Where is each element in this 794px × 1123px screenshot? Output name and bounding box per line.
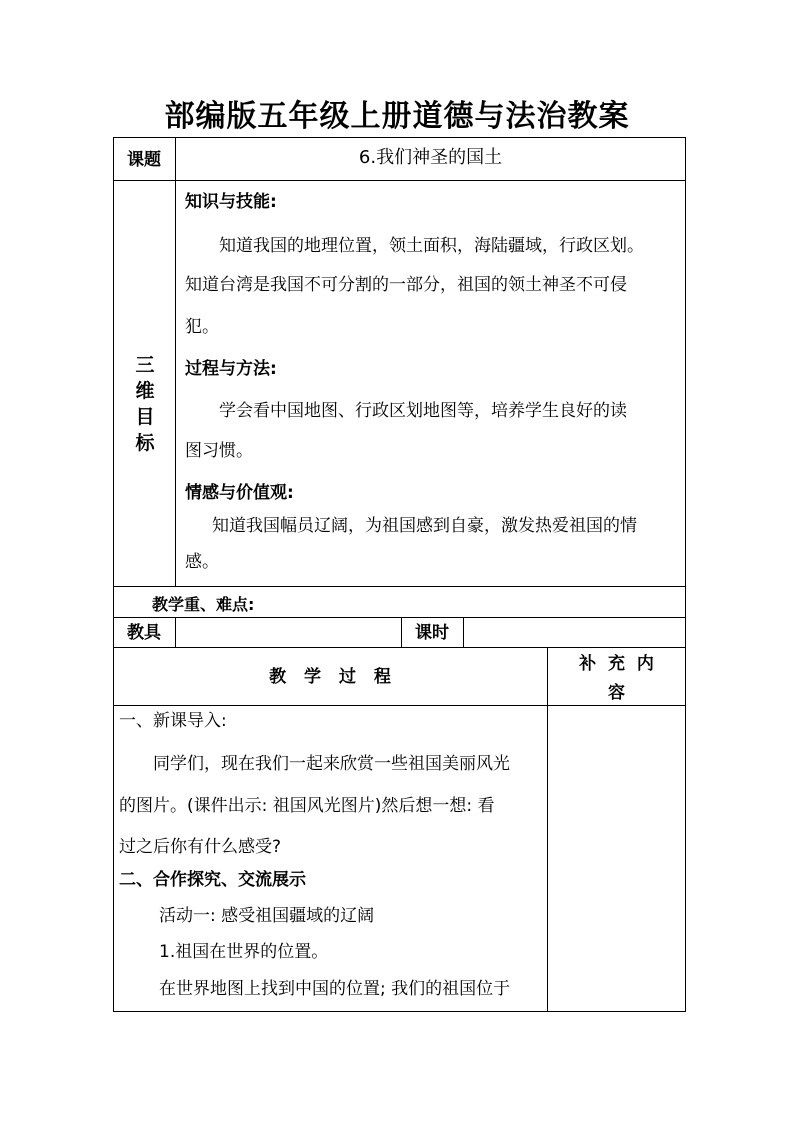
col-divider bbox=[175, 137, 176, 586]
process-line: 图习惯。 bbox=[185, 441, 253, 461]
row-divider bbox=[113, 705, 686, 706]
row-divider bbox=[113, 586, 686, 587]
supplement-header-line1: 补 充 内 bbox=[579, 654, 654, 674]
knowledge-line: 知道台湾是我国不可分割的一部分，祖国的领土神圣不可侵 bbox=[185, 275, 627, 295]
section-line: 的图片。(课件出示: 祖国风光图片)然后想一想: 看 bbox=[119, 796, 495, 816]
process-main-header: 教 学 过 程 bbox=[269, 667, 391, 687]
tools-label: 教具 bbox=[127, 623, 161, 643]
process-line: 学会看中国地图、行政区划地图等，培养学生良好的读 bbox=[219, 401, 627, 421]
period-label: 课时 bbox=[415, 623, 449, 643]
emotion-heading: 情感与价值观: bbox=[185, 483, 294, 503]
activity-text: 在世界地图上找到中国的位置; 我们的祖国位于 bbox=[159, 979, 511, 999]
section-heading: 一、新课导入: bbox=[119, 711, 227, 731]
emotion-line: 知道我国幅员辽阔，为祖国感到自豪，激发热爱祖国的情 bbox=[212, 516, 637, 536]
document-title: 部编版五年级上册道德与法治教案 bbox=[164, 99, 630, 134]
topic-label: 课题 bbox=[127, 150, 161, 170]
knowledge-line: 知道我国的地理位置，领土面积，海陆疆域，行政区划。 bbox=[219, 236, 644, 256]
objectives-label-char: 标 bbox=[135, 432, 155, 454]
topic-value: 6.我们神圣的国土 bbox=[358, 147, 503, 168]
section-line: 过之后你有什么感受? bbox=[119, 837, 282, 857]
activity-item: 1.祖国在世界的位置。 bbox=[159, 942, 329, 962]
section-line: 同学们，现在我们一起来欣赏一些祖国美丽风光 bbox=[153, 754, 510, 774]
knowledge-line: 犯。 bbox=[185, 317, 219, 337]
knowledge-heading: 知识与技能: bbox=[185, 192, 277, 212]
row-divider bbox=[113, 647, 686, 648]
objectives-label-char: 维 bbox=[135, 380, 155, 402]
emotion-line: 感。 bbox=[185, 552, 219, 572]
supplement-header-line2: 容 bbox=[608, 683, 625, 703]
objectives-label-char: 目 bbox=[135, 406, 155, 428]
col-divider bbox=[463, 617, 464, 647]
key-points-label: 教学重、难点: bbox=[152, 595, 255, 614]
row-divider bbox=[113, 617, 686, 618]
col-divider bbox=[175, 617, 176, 647]
section-heading: 二、合作探究、交流展示 bbox=[119, 870, 306, 890]
objectives-label-char: 三 bbox=[135, 354, 155, 376]
row-divider bbox=[113, 180, 686, 181]
activity-line: 活动一: 感受祖国疆域的辽阔 bbox=[159, 906, 375, 926]
process-heading: 过程与方法: bbox=[185, 359, 277, 379]
